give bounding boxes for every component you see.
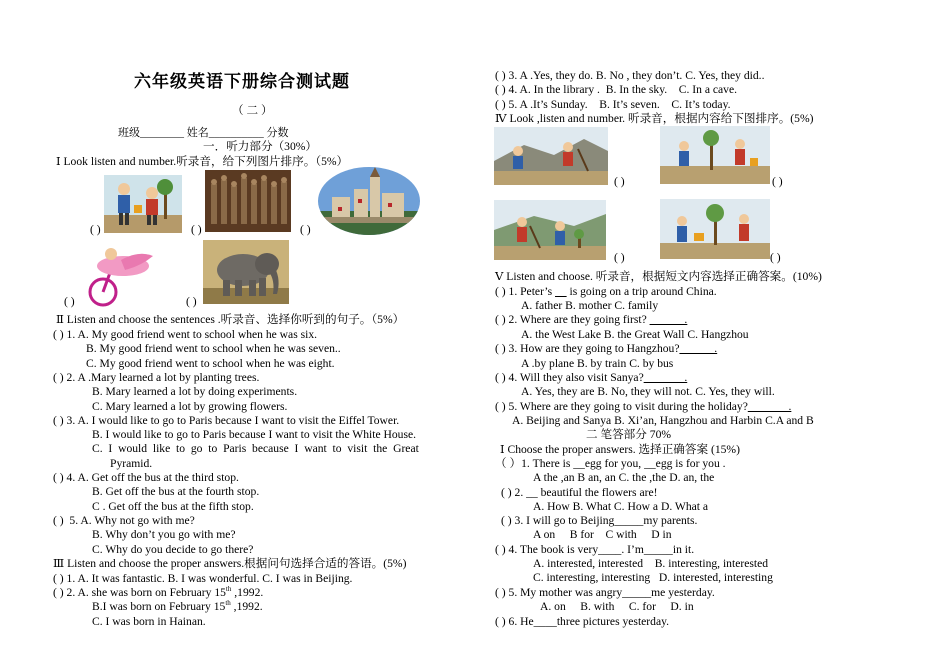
- s2-line: B. Why don’t you go with me?: [92, 528, 236, 541]
- s6-line: A. on B. with C. for D. in: [540, 600, 694, 613]
- s6-line: A the ,an B an, an C. the ,the D. an, the: [533, 471, 715, 484]
- planting-scene-picture-1: [494, 127, 608, 185]
- planting-scene-picture-2: [660, 126, 770, 184]
- section-2-heading: Ⅱ Listen and choose the sentences .听录音、选择你听到的句子。（5%）: [56, 313, 405, 326]
- girl-on-unicycle-picture: [81, 246, 159, 308]
- section-3-heading: Ⅲ Listen and choose the proper answers.根据问句选择合适的答语。(5%): [53, 557, 407, 570]
- s6-line: ( ) 4. The book is very____. I’m_____in it.: [495, 543, 695, 556]
- s5-options-3: A .by plane B. by train C. by bus: [521, 357, 674, 370]
- s2-line: ( ) 4. A. Get off the bus at the third stop.: [53, 471, 239, 484]
- written-section-1-heading: Ⅰ Choose the proper answers. 选择正确答案 (15%): [500, 443, 740, 456]
- s5-options-2: A. the West Lake B. the Great Wall C. Hangzhou: [521, 328, 749, 341]
- section-5-heading: Ⅴ Listen and choose. 听录音，根据短文内容选择正确答案。(10%): [495, 270, 822, 283]
- s2-line: B. I would like to go to Paris because I want to visit the White House.: [92, 428, 417, 441]
- s5-question-5: ( ) 5. Where are they going to visit during the holiday?_______.: [495, 400, 792, 413]
- s3-line: ( ) 5. A .It’s Sunday. B. It’s seven. C. It’s today.: [495, 98, 731, 111]
- s6-line: ( ) 3. I will go to Beijing_____my parents.: [501, 514, 698, 527]
- s1-blank-1[interactable]: ( ): [90, 223, 101, 236]
- s2-line: ( ) 5. A. Why not go with me?: [53, 514, 195, 527]
- s3-line: B.I was born on February 15th ,1992.: [92, 599, 263, 613]
- s6-line: ( ) 6. He____three pictures yesterday.: [495, 615, 670, 628]
- s2-line: C. Mary learned a lot by growing flowers.: [92, 400, 288, 413]
- s1-blank-3[interactable]: ( ): [300, 223, 311, 236]
- written-section-header: 二 笔答部分 70%: [586, 428, 672, 441]
- elephant-picture: [203, 240, 289, 304]
- s2-line: C. Why do you decide to go there?: [92, 543, 254, 556]
- s2-line: Pyramid.: [110, 457, 153, 470]
- s6-line: C. interesting, interesting D. interested, interesting: [533, 571, 773, 584]
- s2-line: B. Get off the bus at the fourth stop.: [92, 485, 260, 498]
- s5-question-3: ( ) 3. How are they going to Hangzhou?______.: [495, 342, 718, 355]
- s5-question-4: ( ) 4. Will they also visit Sanya?_______.: [495, 371, 688, 384]
- s6-line: （ ）1. There is __egg for you, __egg is for you .: [495, 457, 726, 470]
- exam-subtitle: （ 二 ）: [232, 104, 273, 117]
- s1-blank-2[interactable]: ( ): [191, 223, 202, 236]
- s6-line: ( ) 5. My mother was angry_____me yesterday.: [495, 586, 715, 599]
- student-info-line: 班级________ 姓名__________ 分数: [118, 127, 289, 139]
- s4-blank-1[interactable]: ( ): [614, 175, 625, 188]
- s5-options-4: A. Yes, they are B. No, they will not. C. Yes, they will.: [521, 385, 775, 398]
- s2-line: C. My good friend went to school when he was eight.: [86, 357, 335, 370]
- exam-title: 六年级英语下册综合测试题: [134, 72, 350, 91]
- s6-line: A. How B. What C. How a D. What a: [533, 500, 709, 513]
- s1-blank-5[interactable]: ( ): [186, 295, 197, 308]
- listening-section-header: 一．听力部分（30%）: [203, 140, 318, 153]
- terracotta-warriors-picture: [205, 170, 291, 232]
- s6-line: ( ) 2. __ beautiful the flowers are!: [501, 486, 658, 499]
- s5-question-2: ( ) 2. Where are they going first? ______.: [495, 313, 688, 326]
- s2-line: ( ) 2. A .Mary learned a lot by planting trees.: [53, 371, 260, 384]
- castle-picture: [318, 167, 420, 235]
- s3-line: ( ) 1. A. It was fantastic. B. I was wonderful. C. I was in Beijing.: [53, 572, 353, 585]
- s6-line: A. interested, interested B. interesting, interested: [533, 557, 769, 570]
- s1-blank-4[interactable]: ( ): [64, 295, 75, 308]
- s3-line: ( ) 4. A. In the library . B. In the sky. C. In a cave.: [495, 83, 738, 96]
- s5-options-5: A. Beijing and Sanya B. Xi’an, Hangzhou and Harbin C.A and B: [512, 414, 814, 427]
- s2-line: B. Mary learned a lot by doing experiments.: [92, 385, 298, 398]
- section-4-heading: Ⅳ Look ,listen and number. 听录音，根据内容给下图排序。(5%): [495, 112, 814, 125]
- s5-question-1: ( ) 1. Peter’s is going on a trip around China.: [495, 285, 717, 298]
- s2-line: C. I would like to go to Paris because I want to visit the Great: [92, 442, 419, 455]
- s2-line: ( ) 1. A. My good friend went to school when he was six.: [53, 328, 318, 341]
- s3-line: C. I was born in Hainan.: [92, 615, 206, 628]
- s2-line: ( ) 3. A. I would like to go to Paris because I want to visit the Eiffel Tower.: [53, 414, 400, 427]
- s5-options-1: A. father B. mother C. family: [521, 299, 659, 312]
- s4-blank-3[interactable]: ( ): [614, 251, 625, 264]
- s6-line: A on B for C with D in: [533, 528, 672, 541]
- planting-scene-picture-4: [660, 199, 770, 259]
- s2-line: B. My good friend went to school when he was seven..: [86, 342, 341, 355]
- s3-line: ( ) 2. A. she was born on February 15th ,1992.: [53, 585, 264, 599]
- planting-scene-picture-3: [494, 200, 606, 260]
- children-planting-picture: [104, 175, 182, 233]
- s4-blank-4[interactable]: ( ): [770, 251, 781, 264]
- s4-blank-2[interactable]: ( ): [772, 175, 783, 188]
- s3-line: ( ) 3. A .Yes, they do. B. No , they don’t. C. Yes, they did..: [495, 69, 765, 82]
- section-1-heading: Ⅰ Look listen and number.听录音，给下列图片排序。（5%）: [56, 155, 349, 168]
- s2-line: C . Get off the bus at the fifth stop.: [92, 500, 254, 513]
